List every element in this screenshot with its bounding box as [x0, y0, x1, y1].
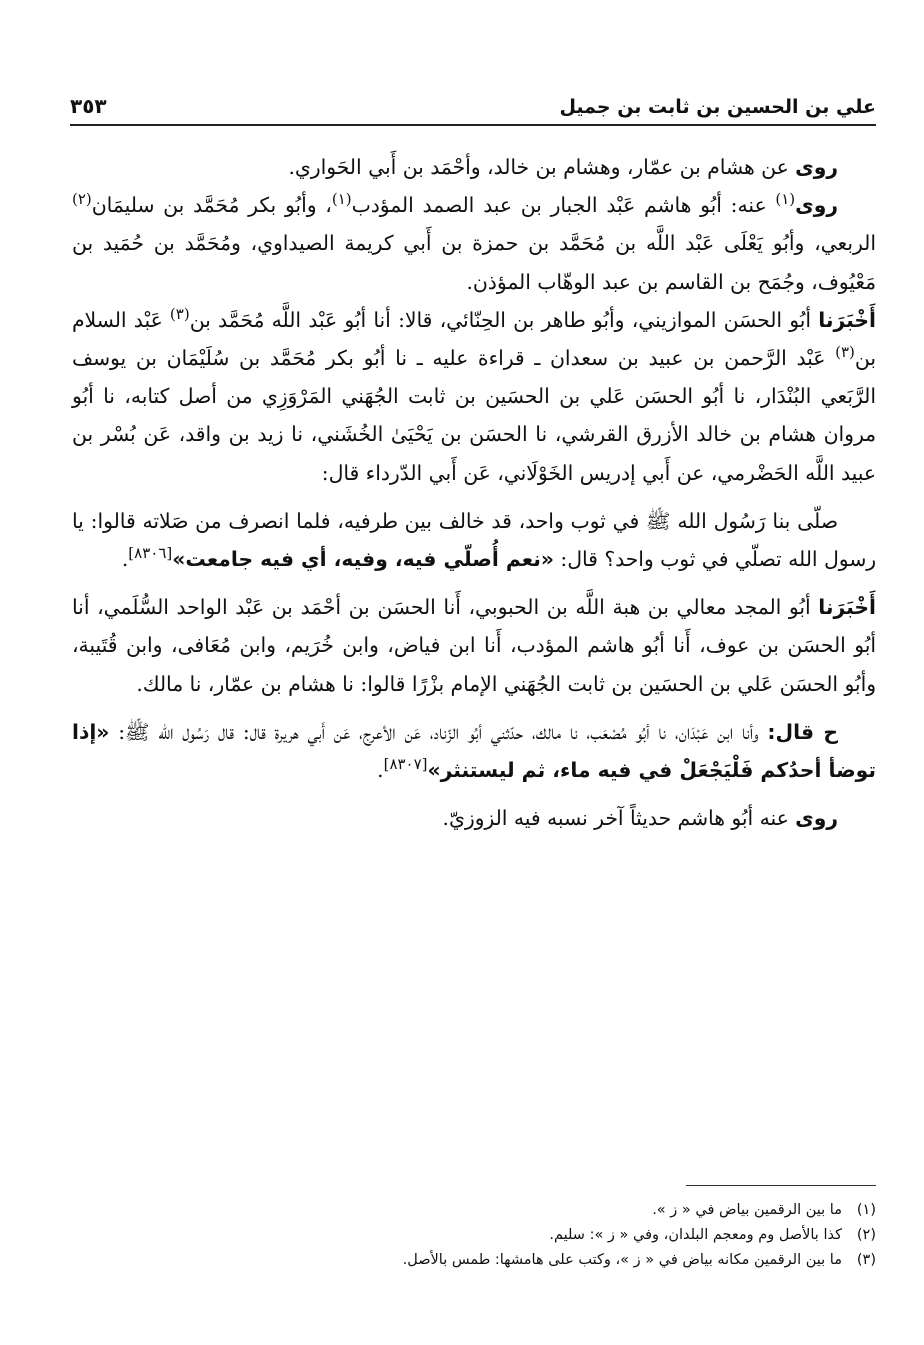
paragraph-text: أبُو المجد معالي بن هبة اللَّه بن الحبوبي، أَنا الحسَن بن أحْمَد بن عَبْد الواحد السُّلَمي، أنا أبُو الحسَن بن عوف، أَنا أبُو هاشم المؤدب، أَنا ابن فياض، وابن خُرَيم، وابن مُعَافى، وابن قُتَيبة، وأبُو الحسَن عَلي بن الحسَين بن ثابت الجُهَني الإمام بزْرًا قالوا: نا هشام بن عمّار، نا مالك.	[72, 595, 876, 696]
paragraph-lead: أَخْبَرَنا	[818, 595, 876, 620]
footnote-ref: (١)	[331, 190, 352, 209]
paragraph-end: .	[377, 758, 384, 783]
footnote-text: ما بين الرقمين مكانه بياض في « ز »، وكتب على هامشها: طمس بالأصل.	[402, 1252, 842, 1268]
footnote-ref: (٢)	[72, 190, 92, 209]
footnote-item	[72, 1198, 876, 1223]
footnote-ref: (١)	[775, 190, 796, 209]
paragraph-narrators	[72, 186, 876, 301]
footnote-ref: (٣)	[835, 343, 855, 362]
paragraph-isnad-2	[72, 588, 876, 703]
paragraph-text: عَبْد الرَّحمن بن عبيد بن سعدان ـ قراءة عليه ـ نا أبُو بكر مُحَمَّد بن سُلَيْمَان بن يوسف الرَّبَعي البُنْدَار، نا أبُو الحسَن عَلي بن الحسَين بن ثابت الجُهَني المَرْوَزِي من أصل كتابه، نا أبُو مروان هشام بن خالد الأزرق القرشي، نا الحسَن بن يَحْيَىٰ الخُشَني، نا زيد بن واقد، عَن بُسْر بن عبيد اللَّه الحَضْرمي، عن أَبي إدريس الخَوْلَاني، عَن أَبي الدّرداء قال:	[72, 346, 876, 485]
hadith-text: «إذا توضأ أحدُكم فَلْيَجْعَلْ في فيه ماء، ثم ليستنثر»	[72, 719, 876, 783]
page-header	[70, 78, 876, 126]
footnote-text: ما بين الرقمين بياض في « ز ».	[652, 1202, 842, 1218]
paragraph-lead: روى	[795, 193, 839, 218]
paragraph-text: صلّى بنا رَسُول الله ﷺ في ثوب واحد، قد خالف بين طرفيه، فلما انصرف من صَلاته قالوا: يا رسول الله تصلّي في ثوب واحد؟ قال:	[72, 508, 876, 572]
paragraph-lead: روى	[795, 155, 838, 179]
footnote-text: كذا بالأصل وم ومعجم البلدان، وفي « ز »: سليم.	[549, 1227, 842, 1243]
paragraph-lead: ح قال:	[767, 719, 839, 744]
paragraph-lead: روى	[795, 806, 838, 831]
paragraph-narrated-hadith	[72, 799, 876, 837]
paragraph-text: عنه: أبُو هاشم عَبْد الجبار بن عبد الصمد المؤدب	[351, 193, 776, 218]
paragraph-text: ، وأبُو بكر مُحَمَّد بن سليمَان	[91, 193, 332, 218]
paragraph-narrated-from	[72, 148, 876, 186]
paragraph-text: عنه أبُو هاشم حديثاً آخر نسبه فيه الزوزيّ.	[442, 806, 796, 831]
footnote-number: (١)	[856, 1202, 876, 1218]
footnotes	[72, 1198, 876, 1273]
running-head: علي بن الحسين بن ثابت بن جميل	[559, 96, 876, 118]
main-text	[72, 148, 876, 837]
paragraph-text: الربعي، وأبُو يَعْلَى عَبْد اللَّه بن مُحَمَّد بن حمزة بن أَبي كريمة الصيداوي، ومُحَمَّد بن حُمَيد بن مَعْيُوف، وجُمَح بن القاسم بن عبد الوهّاب المؤذن.	[72, 231, 876, 294]
hadith-text: «نعم أُصلّي فيه، وفيه، أي فيه جامعت»	[172, 547, 554, 572]
paragraph-hadith-2	[72, 713, 876, 789]
paragraph-text: وأنا ابن عَبْدَان، نا أبُو مُصْعَب، نا مالك، حدّثني أبُو الزّناد، عَن الأعرج، عَن أَبي هريرة قال: قال رَسُول الله ﷺ:	[109, 719, 768, 744]
page-number: ٣٥٣	[70, 94, 107, 118]
paragraph-lead: أَخْبَرَنا	[818, 307, 876, 332]
hadith-number: [٨٣٠٧]	[383, 755, 428, 774]
hadith-number: [٨٣٠٦]	[128, 544, 173, 563]
footnote-item	[72, 1248, 876, 1273]
footnote-number: (٢)	[856, 1227, 876, 1243]
footnote-ref: (٣)	[169, 305, 190, 324]
footnote-number: (٣)	[856, 1252, 876, 1268]
paragraph-hadith-1	[72, 502, 876, 578]
paragraph-text: عَبْد السلام بن	[72, 307, 876, 371]
paragraph-text: أبُو الحسَن الموازيني، وأبُو طاهر بن الحِنّائي، قالا: أنا أبُو عَبْد اللَّه مُحَمَّد بن	[189, 307, 819, 332]
paragraph-text: عن هشام بن عمّار، وهشام بن خالد، وأحْمَد بن أَبي الحَواري.	[288, 155, 796, 179]
paragraph-end: .	[121, 547, 129, 572]
paragraph-isnad-1	[72, 301, 876, 492]
footnote-item	[72, 1223, 876, 1248]
footnote-divider	[686, 1185, 876, 1186]
